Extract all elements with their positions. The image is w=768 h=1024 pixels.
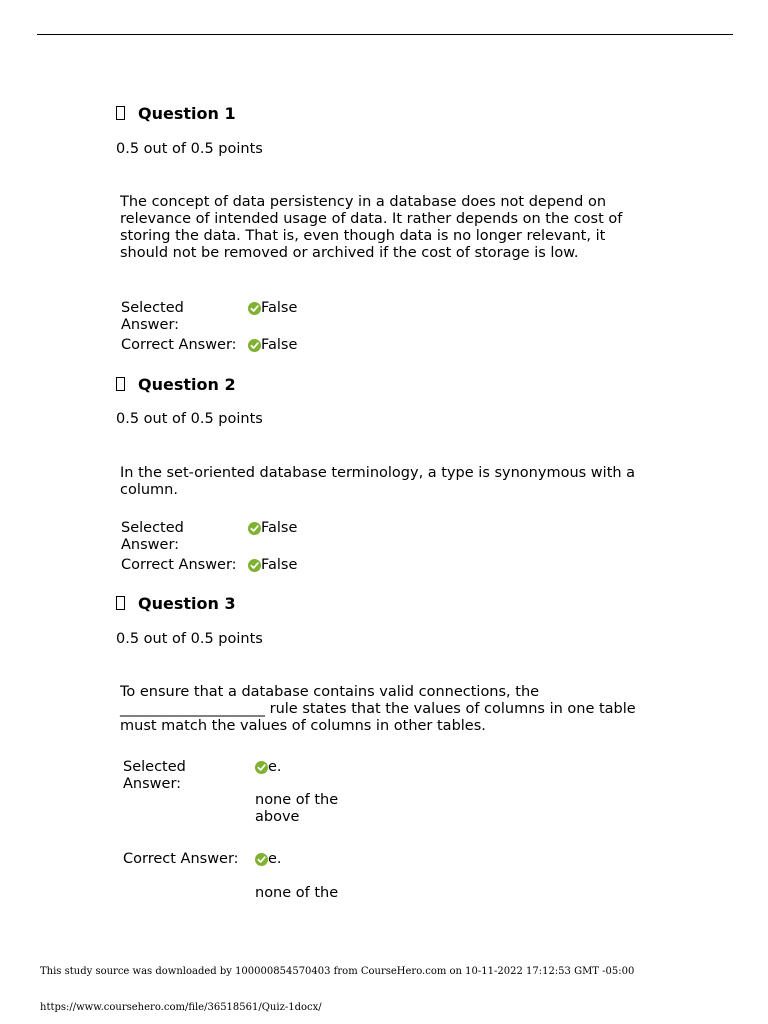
points-text: 0.5 out of 0.5 points xyxy=(116,411,263,427)
question-text: To ensure that a database contains valid connections, the ____________________ rule states that the values of columns in one table must match the values of columns in other tables. xyxy=(120,684,636,734)
top-divider xyxy=(37,34,733,35)
correct-answer-label: Correct Answer: xyxy=(121,557,237,573)
blank-box-icon xyxy=(116,377,125,391)
blank-box-icon xyxy=(116,106,125,120)
check-icon xyxy=(248,302,261,315)
question-3-heading xyxy=(116,593,236,613)
check-icon xyxy=(248,522,261,535)
blank-box-icon xyxy=(116,596,125,610)
selected-answer-letter: e. xyxy=(255,759,282,776)
check-icon xyxy=(255,853,268,866)
check-icon xyxy=(248,559,261,572)
question-text: In the set-oriented database terminology, a type is synonymous with a column. xyxy=(120,465,636,498)
selected-answer-label: Selected Answer: xyxy=(121,520,184,553)
correct-answer-label: Correct Answer: xyxy=(123,851,239,867)
correct-answer-letter: e. xyxy=(255,851,282,868)
question-1-heading xyxy=(116,103,236,123)
check-icon xyxy=(248,339,261,352)
points-text: 0.5 out of 0.5 points xyxy=(116,141,263,157)
check-icon xyxy=(255,761,268,774)
question-title: Question 1 xyxy=(138,103,236,123)
selected-answer-value: False xyxy=(248,300,297,317)
selected-answer-value: none of the above xyxy=(255,792,339,825)
correct-answer-label: Correct Answer: xyxy=(121,337,237,353)
correct-answer-value: False xyxy=(248,337,297,354)
footer-url[interactable]: https://www.coursehero.com/file/36518561/Quiz-1docx/ xyxy=(40,1002,322,1013)
correct-answer-value: False xyxy=(248,557,297,574)
selected-answer-label: Selected Answer: xyxy=(123,759,186,792)
selected-answer-label: Selected Answer: xyxy=(121,300,184,333)
question-title: Question 2 xyxy=(138,374,236,394)
question-text: The concept of data persistency in a database does not depend on relevance of intended usage of data. It rather depends on the cost of storing the data. That is, even though data is no longer relevant, it should not be removed or archived if the cost of storage is low. xyxy=(120,194,623,261)
footer-source-text: This study source was downloaded by 100000854570403 from CourseHero.com on 10-11-2022 17:12:53 GMT -05:00 xyxy=(40,966,635,977)
points-text: 0.5 out of 0.5 points xyxy=(116,631,263,647)
correct-answer-value: none of the xyxy=(255,885,339,901)
question-title: Question 3 xyxy=(138,593,236,613)
selected-answer-value: False xyxy=(248,520,297,537)
question-2-heading xyxy=(116,374,236,394)
